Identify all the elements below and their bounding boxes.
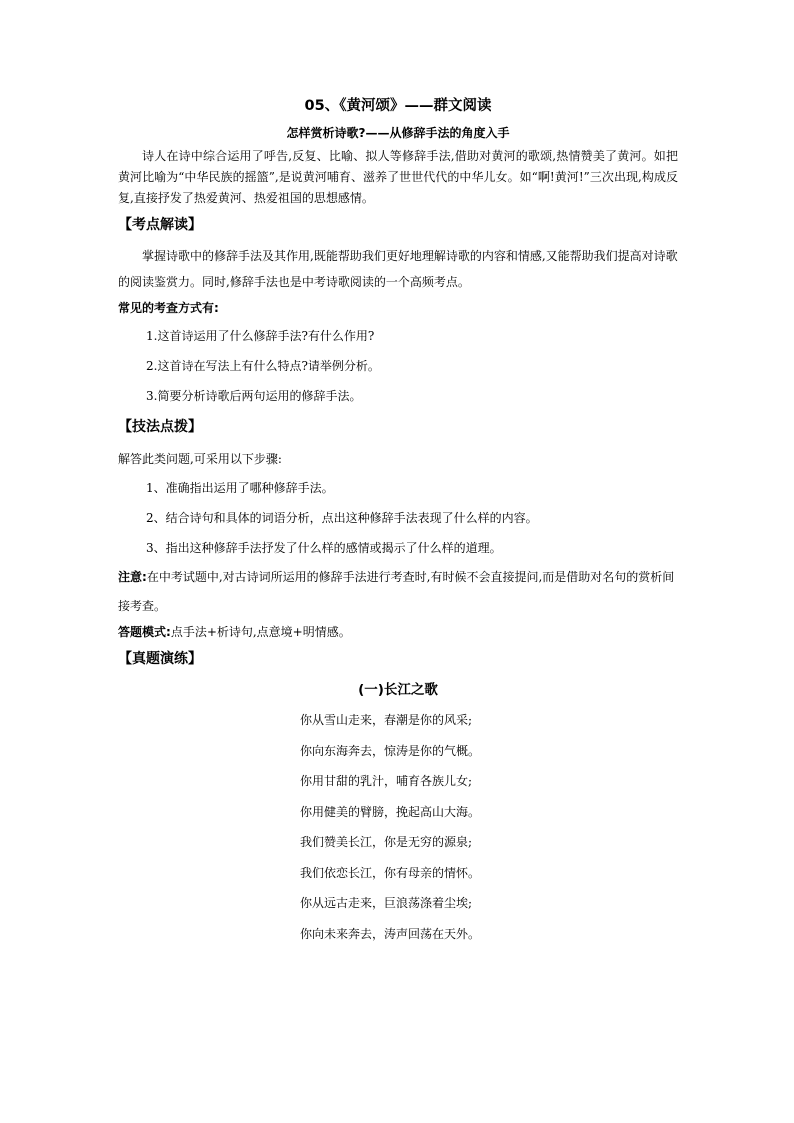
common-methods-label: 常见的考查方式有: bbox=[118, 301, 219, 315]
note-paragraph bbox=[118, 563, 678, 621]
formula-text: 点手法+析诗句,点意境+明情感。 bbox=[170, 625, 351, 639]
poem-line: 你用甘甜的乳汁，哺育各族儿女; bbox=[300, 774, 473, 788]
poem-line: 你用健美的臂膀，挽起高山大海。 bbox=[300, 804, 481, 819]
poem-line: 你从雪山走来，春潮是你的风采; bbox=[300, 713, 473, 727]
poem-title: (一)长江之歌 bbox=[358, 682, 438, 698]
list-item: 1.这首诗运用了什么修辞手法?有什么作用? bbox=[146, 329, 375, 343]
poem-line: 你向未来奔去，涛声回荡在天外。 bbox=[300, 926, 481, 941]
kaodian-paragraph: 掌握诗歌中的修辞手法及其作用,既能帮助我们更好地理解诗歌的内容和情感,又能帮助我们提高对诗歌的阅读鉴赏力。同时,修辞手法也是中考诗歌阅读的一个高频考点。 bbox=[118, 249, 678, 289]
section-heading-kaodian: 【考点解读】 bbox=[118, 217, 202, 233]
formula-label: 答题模式: bbox=[118, 625, 171, 639]
list-item: 2、结合诗句和具体的词语分析，点出这种修辞手法表现了什么样的内容。 bbox=[146, 511, 538, 525]
document-page bbox=[118, 96, 678, 949]
intro-paragraph: 诗人在诗中综合运用了呼告,反复、比喻、拟人等修辞手法,借助对黄河的歌颂,热情赞美了黄河。如把黄河比喻为“中华民族的摇篮”,是说黄河哺育、滋养了世世代代的中华儿女。如“啊!黄河!”三次出现,构成反复,直接抒发了热爱黄河、热爱祖国的思想感情。 bbox=[118, 149, 678, 205]
section-heading-jifa: 【技法点拨】 bbox=[118, 419, 202, 435]
poem-body bbox=[118, 705, 678, 949]
poem-line: 你向东海奔去，惊涛是你的气概。 bbox=[300, 743, 481, 758]
note-label: 注意: bbox=[118, 570, 147, 584]
steps-list bbox=[118, 473, 678, 563]
answer-formula bbox=[118, 621, 678, 643]
poem-line: 我们依恋长江，你有母亲的情怀。 bbox=[300, 865, 481, 880]
section-heading-zhenti: 【真题演练】 bbox=[118, 651, 202, 667]
question-list bbox=[118, 321, 678, 411]
list-item: 2.这首诗在写法上有什么特点?请举例分析。 bbox=[146, 359, 380, 373]
list-item: 1、准确指出运用了哪种修辞手法。 bbox=[146, 481, 334, 495]
page-subtitle: 怎样赏析诗歌?——从修辞手法的角度入手 bbox=[286, 126, 510, 140]
poem-line: 我们赞美长江，你是无穷的源泉; bbox=[300, 835, 473, 849]
page-title: 05、《黄河颂》——群文阅读 bbox=[304, 98, 492, 114]
note-text: 在中考试题中,对古诗词所运用的修辞手法进行考查时,有时候不会直接提问,而是借助对名句的赏析间接考查。 bbox=[118, 570, 675, 613]
list-item: 3.简要分析诗歌后两句运用的修辞手法。 bbox=[146, 389, 362, 403]
list-item: 3、指出这种修辞手法抒发了什么样的感情或揭示了什么样的道理。 bbox=[146, 541, 502, 555]
poem-line: 你从远古走来，巨浪荡涤着尘埃; bbox=[300, 896, 473, 910]
jifa-lead: 解答此类问题,可采用以下步骤: bbox=[118, 452, 282, 466]
